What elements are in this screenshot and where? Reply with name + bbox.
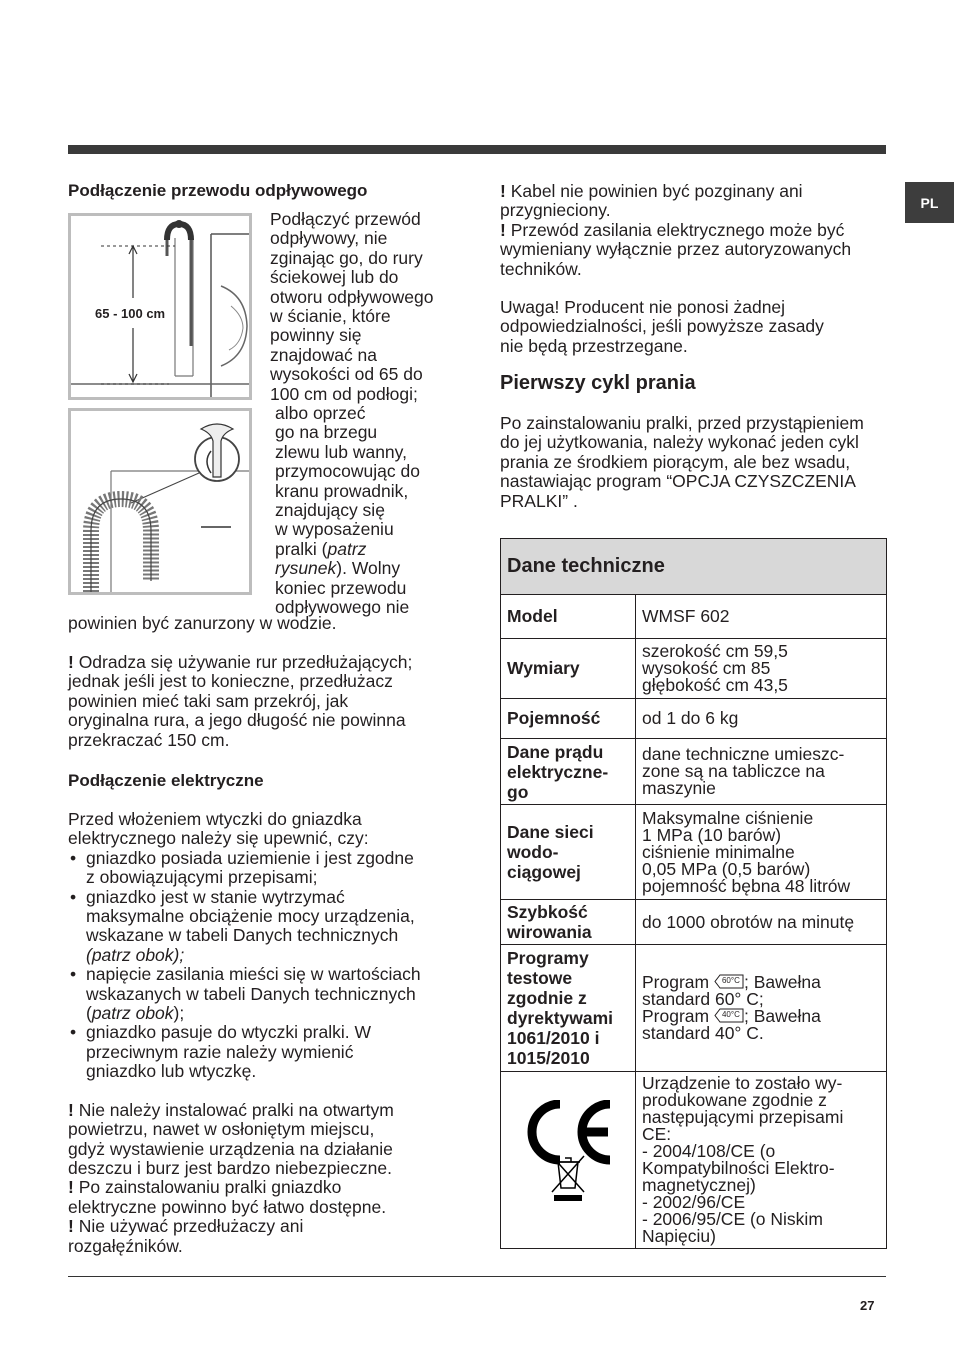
temperature-label: 60°C — [721, 976, 740, 985]
text-line: w wyposażeniu — [275, 519, 394, 540]
value-line: szerokość cm 59,5 — [642, 641, 788, 661]
value-line: standard 60° C; — [642, 989, 764, 1009]
text-line: oryginalna rura, a jego długość nie powinna — [68, 710, 406, 731]
footer-rule — [68, 1276, 886, 1277]
text-span: patrz — [327, 538, 367, 559]
text-line — [275, 540, 420, 559]
label-line: Programy — [507, 948, 589, 968]
text-line: zginając go, do rury — [270, 247, 423, 268]
first-cycle-heading: Pierwszy cykl prania — [500, 372, 696, 394]
warning-mark: ! — [500, 219, 506, 240]
text-line: jednak jeśli jest to konieczne, przedłużacz — [68, 671, 393, 692]
value-line: następującymi przepisami — [642, 1107, 844, 1127]
row-label — [501, 900, 636, 945]
label-line: dyrektywami — [507, 1008, 614, 1028]
table-row — [501, 900, 887, 945]
value-line: maszynie — [642, 778, 716, 798]
text-line: nastawiając program “OPCJA CZYSZCZENIA — [500, 471, 856, 492]
sink-hook-illustration — [71, 411, 249, 592]
label-line: Szybkość — [507, 902, 588, 922]
value-line: głębokość cm 43,5 — [642, 675, 788, 695]
text-line: gdyż wystawienie urządzenia na działanie — [68, 1138, 393, 1159]
label-line: zgodnie z — [507, 988, 587, 1008]
drain-height-label: 65 - 100 cm — [95, 306, 166, 321]
text-line — [500, 221, 851, 240]
technical-data-table — [500, 538, 887, 1249]
label-line: Dane sieci — [507, 822, 594, 842]
text-span: Przewód zasilania elektrycznego może być — [505, 219, 845, 240]
table-row — [501, 739, 887, 805]
value-line: pojemność bębna 48 litrów — [642, 875, 851, 896]
text-line — [275, 559, 420, 578]
value-line: produkowane zgodnie z — [642, 1090, 827, 1110]
text-line: nie będą przestrzegane. — [500, 335, 688, 356]
drain-heading: Podłączenie przewodu odpływowego — [68, 181, 368, 200]
value-line: CE: — [642, 1124, 672, 1144]
text-line: 100 cm od podłogi; — [270, 383, 418, 404]
text-line — [500, 182, 851, 201]
program-60-icon — [714, 974, 744, 989]
label-line: wirowania — [507, 922, 592, 942]
row-label: Wymiary — [501, 639, 636, 699]
list-item — [68, 849, 468, 888]
text-line: go na brzegu — [275, 422, 378, 443]
text-line: • gniazdko pasuje do wtyczki pralki. W — [86, 1022, 371, 1043]
text-line: prania ze środkiem piorącym, ale bez wsadu, — [500, 451, 851, 472]
text-line: PRALKI” . — [500, 490, 578, 511]
text-line: koniec przewodu — [275, 577, 407, 598]
row-label — [501, 739, 636, 805]
text-line: deszczu i burz jest bardzo niebezpieczne. — [68, 1157, 392, 1178]
page-number: 27 — [860, 1298, 875, 1313]
text-span: ( — [86, 1003, 92, 1024]
text-line — [68, 653, 412, 672]
text-line: przymocowując do — [275, 461, 420, 482]
text-span: (patrz obok); — [86, 944, 185, 965]
text-line: • napięcie zasilania mieści się w wartościach — [86, 964, 421, 985]
text-line: techników. — [500, 258, 582, 279]
list-item — [68, 888, 468, 966]
text-span: ; Bawełna — [743, 972, 821, 992]
text-line — [68, 1101, 468, 1120]
electric-checklist — [68, 849, 468, 1082]
text-line: otworu odpływowego — [270, 286, 434, 307]
row-label: Pojemność — [501, 699, 636, 739]
text-line: zlewu lub wanny, — [275, 441, 407, 462]
label-line: ciągowej — [507, 862, 581, 882]
header-rule — [68, 145, 886, 154]
table-title: Dane techniczne — [501, 539, 887, 595]
text-line: powinny się — [270, 325, 362, 346]
label-line: go — [507, 781, 529, 802]
text-span: Program — [642, 972, 710, 992]
text-line: albo oprzeć — [275, 403, 366, 423]
drain-last-line: powinien być zanurzony w wodzie. — [68, 613, 337, 633]
table-row — [501, 639, 887, 699]
text-span: Nie należy instalować pralki na otwartym — [73, 1099, 394, 1120]
text-line: rozgałęźników. — [68, 1235, 183, 1256]
text-span: ); — [173, 1003, 185, 1024]
text-line: wysokości od 65 do — [270, 364, 423, 385]
text-span: Nie używać przedłużaczy ani — [73, 1216, 304, 1237]
extension-warning — [68, 653, 412, 750]
text-line: Po zainstalowaniu pralki, przed przystąpieniem — [500, 413, 864, 433]
cable-warnings — [500, 182, 851, 279]
text-line: wymieniany wyłącznie przez autoryzowanych — [500, 239, 852, 260]
row-value — [636, 945, 887, 1072]
text-line: z obowiązującymi przepisami; — [86, 867, 318, 888]
text-line — [68, 1217, 468, 1236]
label-line: elektryczne- — [507, 761, 609, 782]
row-value: WMSF 602 — [636, 595, 887, 639]
table-row — [501, 699, 887, 739]
program-40-icon — [714, 1008, 744, 1023]
value-line: dane techniczne umieszc- — [642, 744, 845, 764]
text-span: rysunek — [275, 558, 337, 579]
value-line: - 2004/108/CE (o — [642, 1141, 776, 1161]
text-line: powietrzu, nawet w osłoniętym miejscu, — [68, 1119, 375, 1140]
value-line: wysokość cm 85 — [642, 658, 771, 678]
weee-bin-icon — [548, 1152, 588, 1202]
value-line: standard 40° C. — [642, 1023, 764, 1043]
text-line: przeciwnym razie należy wymienić — [86, 1041, 354, 1062]
label-line: 1015/2010 — [507, 1048, 590, 1068]
text-span: Po zainstalowaniu pralki gniazdko — [73, 1177, 342, 1198]
row-value — [636, 739, 887, 805]
label-line: Dane prądu — [507, 741, 604, 762]
manufacturer-notice — [500, 298, 824, 356]
value-line: ciśnienie minimalne — [642, 841, 795, 862]
value-line: - 2002/96/CE — [642, 1192, 746, 1212]
text-line: elektrycznego należy się upewnić, czy: — [68, 828, 369, 849]
text-line: znajdować na — [270, 344, 378, 365]
label-line: testowe — [507, 968, 573, 988]
text-line: Przed włożeniem wtyczki do gniazdka — [68, 809, 362, 829]
row-value: do 1000 obrotów na minutę — [636, 900, 887, 945]
electric-heading: Podłączenie elektryczne — [68, 771, 264, 790]
electric-text — [68, 810, 468, 1256]
text-line: do jej użytkowania, należy wykonać jeden cykl — [500, 432, 859, 453]
label-line: wodo- — [507, 842, 559, 862]
temperature-label: 40°C — [721, 1010, 740, 1019]
value-line: magnetycznej) — [642, 1175, 756, 1195]
text-span: ). Wolny — [336, 558, 401, 579]
text-line: gniazdko lub wtyczkę. — [86, 1061, 257, 1082]
text-line: w ścianie, które — [270, 306, 391, 327]
text-span: Program — [642, 1006, 710, 1026]
list-item — [68, 1023, 468, 1081]
table-row — [501, 945, 887, 1072]
text-span: Odradza się używanie rur przedłużających; — [73, 652, 413, 672]
text-line — [68, 1178, 468, 1197]
value-line: zone są na tabliczce na — [642, 761, 825, 781]
label-line: 1061/2010 i — [507, 1028, 600, 1048]
value-line: Urządzenie to zostało wy- — [642, 1073, 843, 1093]
value-line: Kompatybilności Elektro- — [642, 1158, 835, 1178]
text-span: ; Bawełna — [743, 1006, 821, 1026]
text-line: • gniazdko posiada uziemienie i jest zgodne — [86, 847, 414, 868]
text-line: • gniazdko jest w stanie wytrzymać — [86, 886, 345, 907]
text-line: odpływowy, nie — [270, 228, 388, 249]
warning-mark: ! — [500, 181, 506, 201]
table-header-row — [501, 539, 887, 595]
text-span: patrz obok — [91, 1003, 174, 1024]
text-line: ściekowej lub do — [270, 267, 399, 288]
value-line: 1 MPa (10 barów) — [642, 824, 782, 845]
row-label — [501, 805, 636, 900]
text-line: przygnieciony. — [500, 200, 611, 221]
text-line: powinien mieć taki sam przekrój, jak — [68, 690, 349, 711]
row-value — [636, 639, 887, 699]
row-value: od 1 do 6 kg — [636, 699, 887, 739]
text-line: odpowiedzialności, jeśli powyższe zasady — [500, 316, 824, 337]
text-line: wskazane w tabeli Danych technicznych — [86, 925, 399, 946]
text-span: Kabel nie powinien być pozginany ani — [505, 181, 803, 201]
row-label: Model — [501, 595, 636, 639]
text-line: odpływowego nie — [275, 597, 410, 618]
language-tab: PL — [905, 182, 954, 223]
warning-mark: ! — [68, 1177, 74, 1198]
drain-text-block-2 — [275, 404, 420, 617]
text-line: maksymalne obciążenie mocy urządzenia, — [86, 906, 415, 927]
warning-mark: ! — [68, 1099, 74, 1120]
sink-hook-figure — [68, 408, 252, 595]
text-line: wskazanych w tabeli Danych technicznych — [86, 983, 416, 1004]
row-value — [636, 805, 887, 900]
value-line: - 2006/95/CE (o Niskim — [642, 1209, 823, 1229]
first-cycle-text — [500, 414, 864, 511]
list-item — [68, 965, 468, 1023]
text-line: kranu prowadnik, — [275, 480, 409, 501]
warning-mark: ! — [68, 652, 74, 672]
row-value — [636, 1072, 887, 1249]
text-line: znajdujący się — [275, 500, 385, 521]
table-row — [501, 595, 887, 639]
row-label — [501, 945, 636, 1072]
value-line: 0,05 MPa (0,5 barów) — [642, 858, 811, 879]
table-row — [501, 805, 887, 900]
drain-height-figure — [68, 213, 252, 400]
warning-mark: ! — [68, 1216, 74, 1237]
text-span: pralki ( — [275, 538, 328, 559]
value-line: Napięciu) — [642, 1226, 716, 1246]
text-line: Uwaga! Producent nie ponosi żadnej — [500, 297, 786, 317]
text-line: Podłączyć przewód — [270, 209, 421, 229]
text-line: elektryczne powinno być łatwo dostępne. — [68, 1196, 387, 1217]
text-line: przekraczać 150 cm. — [68, 729, 230, 750]
value-line: Maksymalne ciśnienie — [642, 807, 814, 828]
drain-text-block — [270, 210, 433, 404]
